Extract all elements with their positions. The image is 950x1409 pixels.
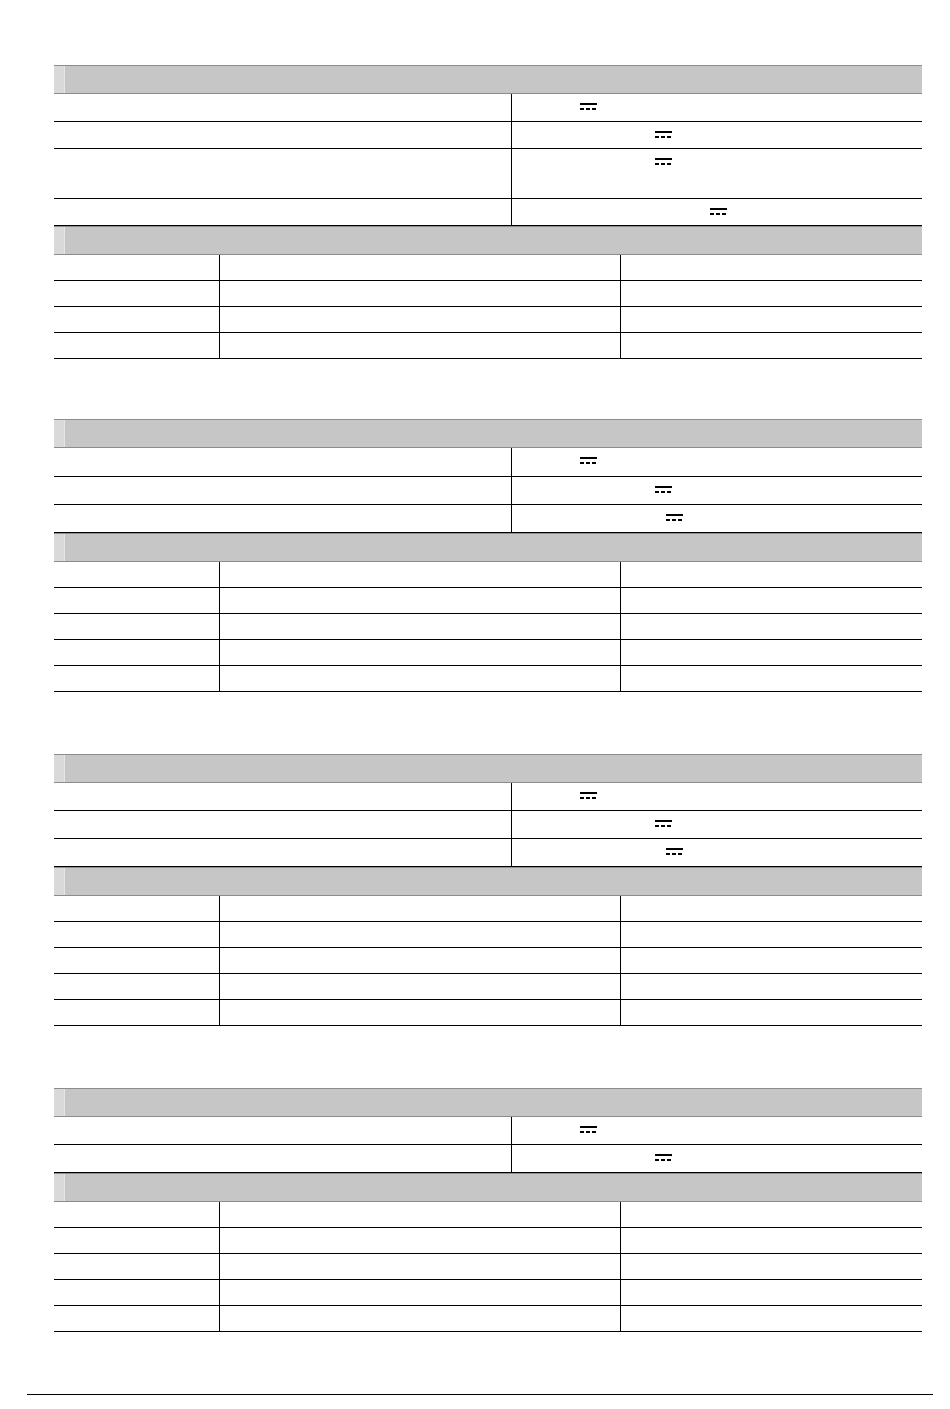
table-row [54,948,922,974]
spec-label-cell [54,811,512,838]
spec-value-cell [512,149,922,198]
spec-value-cell [512,505,922,532]
dc-symbol-icon [655,486,672,494]
table-row [54,333,922,359]
footer-rule [27,1394,933,1395]
section-header [54,1088,922,1117]
spec-block-3 [54,754,922,1026]
dc-symbol-icon [655,131,672,139]
spec-label-cell [54,1145,512,1172]
table-row [54,1228,922,1254]
spec-row [54,448,922,477]
dc-symbol-icon [580,103,597,111]
spec-value-cell [512,122,922,148]
table-row [54,1000,922,1026]
dc-symbol-icon [580,457,597,465]
spec-row [54,477,922,505]
spec-block-2 [54,419,922,692]
spec-label-cell [54,505,512,532]
spec-label-cell [54,199,512,225]
table-row [54,588,922,614]
table-row [54,1306,922,1332]
table-row [54,974,922,1000]
dc-symbol-icon [580,1126,597,1134]
dc-symbol-icon [655,1154,672,1162]
table-row [54,1280,922,1306]
dc-symbol-icon [666,848,683,856]
spec-row [54,1117,922,1145]
spec-value-cell [512,783,922,810]
spec-row [54,839,922,867]
spec-label-cell [54,839,512,866]
spec-row [54,1145,922,1173]
spec-value-cell [512,839,922,866]
table-row [54,307,922,333]
spec-value-cell [512,1145,922,1172]
dc-symbol-icon [710,208,727,216]
table-row [54,922,922,948]
table-header [54,1173,922,1202]
spec-row [54,94,922,122]
spec-value-cell [512,448,922,476]
spec-value-cell [512,94,922,121]
spec-value-cell [512,477,922,504]
dc-symbol-icon [580,792,597,800]
spec-label-cell [54,149,512,198]
spec-row [54,149,922,199]
spec-value-cell [512,1117,922,1144]
table-row [54,614,922,640]
spec-label-cell [54,1117,512,1144]
section-header [54,754,922,783]
spec-label-cell [54,448,512,476]
dc-symbol-icon [666,514,683,522]
section-header [54,419,922,448]
table-row [54,1202,922,1228]
spec-row [54,783,922,811]
table-row [54,281,922,307]
spec-label-cell [54,783,512,810]
table-row [54,1254,922,1280]
spec-row [54,811,922,839]
spec-row [54,122,922,149]
table-header [54,533,922,562]
table-header [54,226,922,255]
spec-block-1 [54,65,922,359]
spec-value-cell [512,811,922,838]
table-row [54,255,922,281]
spec-block-4 [54,1088,922,1332]
spec-value-cell [512,199,922,225]
spec-label-cell [54,477,512,504]
dc-symbol-icon [655,820,672,828]
table-row [54,640,922,666]
spec-row [54,505,922,533]
table-row [54,896,922,922]
spec-row [54,199,922,226]
table-row [54,666,922,692]
table-header [54,867,922,896]
spec-label-cell [54,122,512,148]
dc-symbol-icon [655,158,672,166]
section-header [54,65,922,94]
spec-label-cell [54,94,512,121]
table-row [54,562,922,588]
